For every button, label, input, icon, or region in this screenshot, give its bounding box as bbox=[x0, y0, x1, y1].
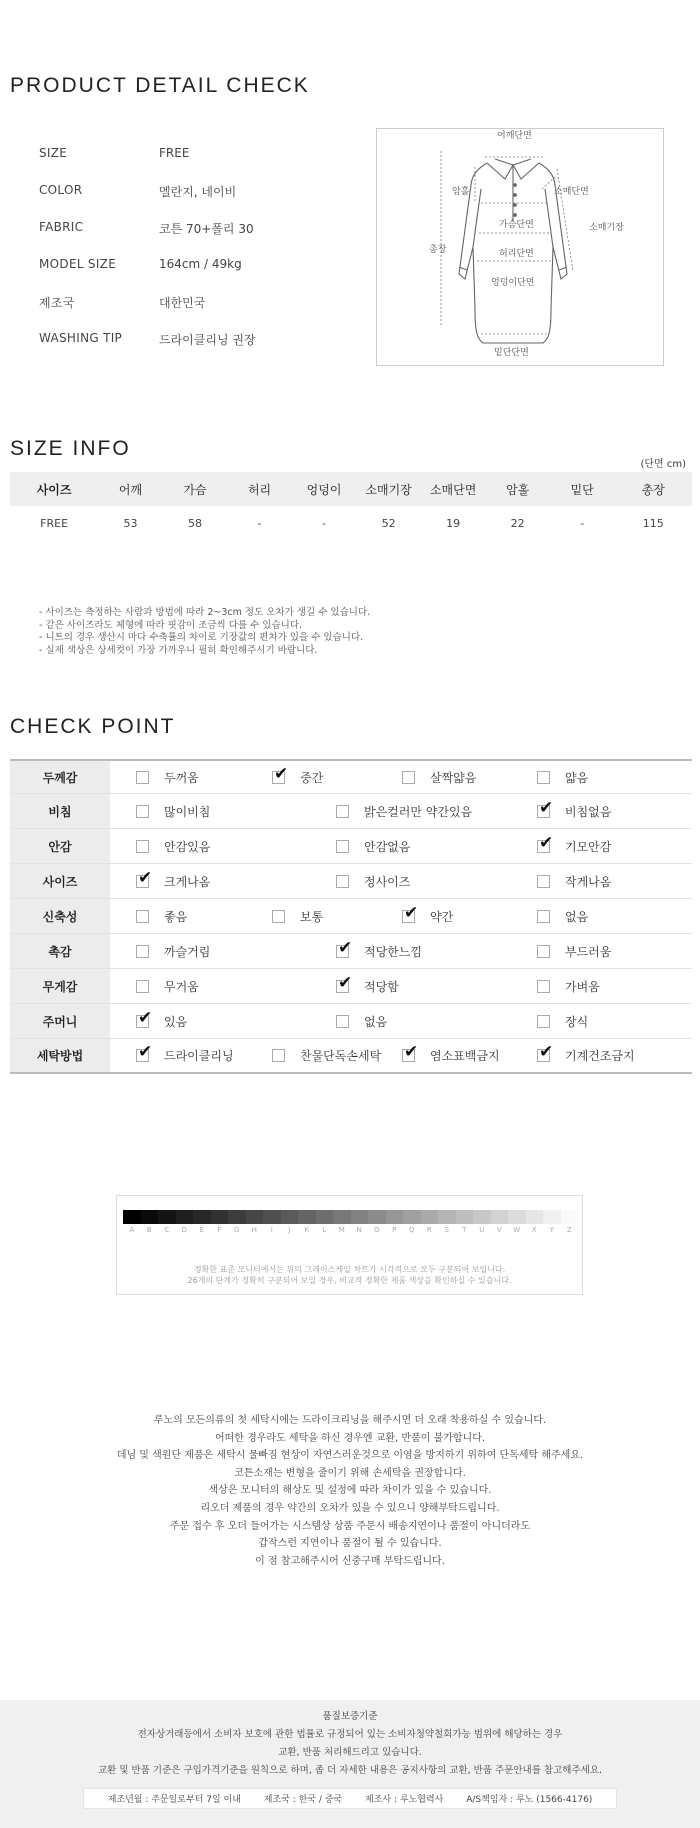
grayscale-swatch bbox=[473, 1210, 491, 1224]
check-row-label: 비침 bbox=[10, 794, 110, 828]
diagram-label-armhole: 암홀 bbox=[452, 187, 470, 197]
grayscale-letter: I bbox=[270, 1226, 273, 1234]
check-option-label: 무거움 bbox=[164, 979, 199, 994]
care-info-text bbox=[0, 1412, 700, 1570]
checkmark-icon: ✔ bbox=[338, 972, 353, 993]
footer-country: 제조국 : 한국 / 중국 bbox=[263, 1795, 343, 1805]
spec-row bbox=[39, 220, 369, 240]
checkmark-icon: ✔ bbox=[539, 797, 554, 818]
check-option[interactable] bbox=[136, 1004, 187, 1038]
grayscale-swatch bbox=[123, 1210, 141, 1224]
check-option-label: 많이비침 bbox=[164, 804, 211, 819]
size-note: - 니트의 경우 생산시 마다 수축률의 차이로 기장값의 편차가 있을 수 있습니다. bbox=[39, 632, 364, 644]
unchecked-box[interactable] bbox=[272, 910, 285, 923]
check-row-label: 세탁방법 bbox=[10, 1039, 110, 1072]
spec-value: FREE bbox=[159, 146, 190, 160]
check-option-label: 두꺼움 bbox=[164, 770, 199, 785]
grayscale-swatch bbox=[333, 1210, 351, 1224]
grayscale-chart bbox=[116, 1195, 583, 1295]
check-option[interactable] bbox=[272, 761, 323, 793]
checkmark-icon: ✔ bbox=[138, 867, 153, 888]
checkmark-icon: ✔ bbox=[274, 763, 289, 784]
grayscale-letter: B bbox=[146, 1226, 152, 1234]
diagram-label-chest: 가슴단면 bbox=[499, 220, 534, 230]
check-row bbox=[10, 794, 692, 829]
check-option-label: 찬물단독손세탁 bbox=[300, 1049, 382, 1063]
grayscale-swatch bbox=[298, 1210, 316, 1224]
check-option-label: 기모안감 bbox=[565, 839, 612, 854]
unchecked-box[interactable] bbox=[402, 771, 415, 784]
check-option[interactable] bbox=[537, 794, 611, 828]
size-cell: 52 bbox=[381, 516, 396, 530]
care-info-line: 데님 및 색원단 제품은 세탁시 물빠짐 현상이 자연스러운것으로 이염을 방지하기 위하여 단독세탁 해주세요. bbox=[116, 1450, 584, 1462]
footer-line: 전자상거래등에서 소비자 보호에 관한 법률로 규정되어 있는 소비자청약철회가능 범위에 해당하는 경우 bbox=[137, 1729, 563, 1740]
unchecked-box[interactable] bbox=[136, 980, 149, 993]
check-row-label: 신축성 bbox=[10, 899, 110, 933]
grayscale-swatch bbox=[193, 1210, 211, 1224]
size-cell: 58 bbox=[188, 516, 202, 530]
check-option[interactable] bbox=[537, 829, 611, 863]
check-row-label: 사이즈 bbox=[10, 864, 110, 898]
grayscale-letter: Q bbox=[408, 1226, 415, 1234]
size-diagram bbox=[376, 128, 664, 366]
grayscale-swatch bbox=[176, 1210, 194, 1224]
unchecked-box[interactable] bbox=[336, 840, 349, 853]
grayscale-letter: Z bbox=[566, 1226, 572, 1234]
check-option-label: 좋음 bbox=[164, 909, 188, 924]
checked-box[interactable] bbox=[336, 972, 353, 993]
spec-row bbox=[39, 146, 369, 166]
size-header-cell: 가슴 bbox=[163, 472, 228, 506]
check-option-label: 안감없음 bbox=[364, 839, 411, 854]
grayscale-letter: E bbox=[199, 1226, 204, 1234]
diagram-label-sleeve-length: 소매기장 bbox=[589, 223, 624, 233]
grayscale-swatch bbox=[228, 1210, 246, 1224]
grayscale-swatch bbox=[211, 1210, 229, 1224]
care-info-line: 색상은 모니터의 해상도 및 설정에 따라 차이가 있을 수 있습니다. bbox=[208, 1485, 492, 1497]
grayscale-letter: X bbox=[531, 1226, 537, 1234]
check-option-label: 장식 bbox=[565, 1014, 589, 1029]
check-row-label: 무게감 bbox=[10, 969, 110, 1003]
spec-label: 제조국 bbox=[39, 296, 75, 310]
check-option-label: 보통 bbox=[300, 909, 324, 924]
check-option[interactable] bbox=[272, 1039, 381, 1072]
checkmark-icon: ✔ bbox=[138, 1042, 153, 1062]
check-option-label: 가벼움 bbox=[565, 979, 600, 994]
check-option[interactable] bbox=[402, 899, 453, 933]
size-header-cell: 허리 bbox=[227, 472, 292, 506]
grayscale-letter: P bbox=[392, 1226, 397, 1234]
checked-box[interactable] bbox=[537, 832, 554, 853]
check-option-label: 비침없음 bbox=[565, 804, 612, 819]
diagram-label-length: 총장 bbox=[429, 245, 447, 255]
quality-guarantee-footer bbox=[0, 1700, 700, 1828]
size-cell: FREE bbox=[40, 516, 69, 530]
unchecked-box[interactable] bbox=[336, 1015, 349, 1028]
size-note: - 같은 사이즈라도 체형에 따라 핏감이 조금씩 다를 수 있습니다. bbox=[39, 619, 303, 631]
check-option[interactable] bbox=[336, 969, 399, 1003]
grayscale-swatch bbox=[403, 1210, 421, 1224]
unchecked-box[interactable] bbox=[136, 910, 149, 923]
check-option-label: 부드러움 bbox=[565, 944, 612, 959]
check-option-label: 살짝얇음 bbox=[430, 770, 477, 785]
check-option[interactable] bbox=[402, 1039, 500, 1072]
check-option[interactable] bbox=[136, 829, 210, 863]
spec-label: MODEL SIZE bbox=[39, 257, 117, 271]
spec-row bbox=[39, 183, 369, 203]
grayscale-swatch bbox=[351, 1210, 369, 1224]
unchecked-box[interactable] bbox=[537, 910, 550, 923]
check-option[interactable] bbox=[136, 899, 187, 933]
check-option-label: 없음 bbox=[565, 909, 589, 924]
diagram-label-shoulder: 어깨단면 bbox=[497, 131, 532, 141]
check-option[interactable] bbox=[336, 829, 410, 863]
size-header-cell: 어깨 bbox=[98, 472, 163, 506]
check-option[interactable] bbox=[272, 899, 323, 933]
size-header-cell: 엉덩이 bbox=[292, 472, 357, 506]
spec-row bbox=[39, 294, 369, 314]
check-row bbox=[10, 1004, 692, 1039]
grayscale-swatch bbox=[263, 1210, 281, 1224]
check-option-label: 적당한느낌 bbox=[364, 944, 422, 959]
spec-label: WASHING TIP bbox=[39, 331, 123, 345]
check-option[interactable] bbox=[136, 864, 210, 898]
check-option[interactable] bbox=[136, 934, 210, 968]
unchecked-box[interactable] bbox=[336, 875, 349, 888]
grayscale-swatch bbox=[158, 1210, 176, 1224]
checked-box[interactable] bbox=[336, 937, 353, 958]
size-cell: 19 bbox=[446, 516, 461, 530]
grayscale-letter: N bbox=[356, 1226, 362, 1234]
spec-row bbox=[39, 257, 369, 277]
spec-value: 드라이클리닝 권장 bbox=[159, 333, 256, 347]
checked-box[interactable] bbox=[136, 1042, 153, 1062]
size-row bbox=[10, 506, 692, 540]
check-row bbox=[10, 1039, 692, 1074]
checked-box[interactable] bbox=[136, 867, 153, 888]
diagram-label-hip: 엉덩이단면 bbox=[491, 278, 535, 288]
checkmark-icon: ✔ bbox=[138, 1007, 153, 1028]
grayscale-letter: T bbox=[462, 1226, 467, 1234]
check-option[interactable] bbox=[336, 864, 410, 898]
grayscale-note bbox=[117, 1264, 582, 1286]
check-option-label: 염소표백금지 bbox=[430, 1049, 500, 1063]
spec-value: 대한민국 bbox=[159, 296, 206, 310]
check-option-label: 기계건조금지 bbox=[565, 1049, 635, 1063]
check-option-label: 작게나옴 bbox=[565, 874, 612, 889]
diagram-label-waist: 허리단면 bbox=[499, 249, 534, 259]
size-cell: 53 bbox=[123, 516, 138, 530]
grayscale-letter: D bbox=[181, 1226, 187, 1234]
grayscale-letter: K bbox=[304, 1226, 310, 1234]
check-option-label: 드라이클리닝 bbox=[164, 1049, 234, 1063]
check-option[interactable] bbox=[537, 1004, 588, 1038]
size-cell: 22 bbox=[510, 516, 525, 530]
check-option-label: 정사이즈 bbox=[364, 874, 411, 889]
care-info-line: 코튼소재는 변형을 줄이기 위해 손세탁을 권장합니다. bbox=[234, 1467, 466, 1479]
check-row bbox=[10, 829, 692, 864]
unchecked-box[interactable] bbox=[136, 771, 149, 784]
size-note: - 사이즈는 측정하는 사람과 방법에 따라 2~3cm 정도 오차가 생길 수 있습니다. bbox=[39, 607, 371, 618]
spec-label: SIZE bbox=[39, 146, 68, 160]
size-table bbox=[10, 472, 692, 540]
check-option[interactable] bbox=[136, 1039, 234, 1072]
unchecked-box[interactable] bbox=[537, 771, 550, 784]
check-row-label: 안감 bbox=[10, 829, 110, 863]
unchecked-box[interactable] bbox=[537, 945, 550, 958]
spec-value: 멜란지, 네이비 bbox=[159, 185, 237, 199]
grayscale-note-line: 26개의 단계가 정확히 구분되어 보일 경우, 비교적 정확한 제품 색상을 확인하실 수 있습니다. bbox=[187, 1276, 512, 1285]
check-option[interactable] bbox=[136, 969, 199, 1003]
care-info-line: 리오더 제품의 경우 약간의 오차가 있을 수 있으니 양해부탁드립니다. bbox=[200, 1502, 500, 1514]
grayscale-swatch bbox=[386, 1210, 404, 1224]
check-row bbox=[10, 864, 692, 899]
spec-value: 코튼 70+폴리 30 bbox=[159, 222, 254, 236]
unchecked-box[interactable] bbox=[136, 805, 149, 818]
grayscale-letter: M bbox=[338, 1226, 345, 1234]
checked-box[interactable] bbox=[272, 763, 289, 784]
footer-manufacturer: 제조사 : 루노협력사 bbox=[365, 1795, 444, 1805]
size-header-cell: 총장 bbox=[614, 472, 692, 506]
grayscale-swatch bbox=[561, 1210, 579, 1224]
check-option[interactable] bbox=[537, 899, 588, 933]
grayscale-swatch bbox=[316, 1210, 334, 1224]
care-info-line: 이 점 참고해주시어 신중구매 부탁드립니다. bbox=[255, 1555, 445, 1567]
check-row-label: 주머니 bbox=[10, 1004, 110, 1038]
unchecked-box[interactable] bbox=[336, 805, 349, 818]
grayscale-swatch bbox=[421, 1210, 439, 1224]
check-option[interactable] bbox=[537, 1039, 635, 1072]
grayscale-letters bbox=[123, 1226, 578, 1234]
check-option-label: 크게나옴 bbox=[164, 874, 211, 889]
grayscale-letter: O bbox=[373, 1226, 380, 1234]
grayscale-swatch bbox=[543, 1210, 561, 1224]
grayscale-swatch bbox=[281, 1210, 299, 1224]
footer-title: 품질보증기준 bbox=[322, 1711, 378, 1722]
grayscale-swatch bbox=[141, 1210, 159, 1224]
check-row-label: 촉감 bbox=[10, 934, 110, 968]
unchecked-box[interactable] bbox=[537, 1015, 550, 1028]
size-note: - 실제 색상은 상세컷이 가장 가까우니 필히 확인해주시기 바랍니다. bbox=[39, 644, 318, 656]
grayscale-letter: H bbox=[251, 1226, 257, 1234]
check-point-title: CHECK POINT bbox=[10, 715, 176, 738]
check-option[interactable] bbox=[537, 864, 611, 898]
check-point-table bbox=[10, 759, 692, 1074]
grayscale-letter: S bbox=[444, 1226, 449, 1234]
checkmark-icon: ✔ bbox=[404, 1042, 419, 1062]
size-header-cell: 밑단 bbox=[550, 472, 615, 506]
check-option-label: 중간 bbox=[300, 770, 324, 785]
unchecked-box[interactable] bbox=[136, 945, 149, 958]
check-row bbox=[10, 934, 692, 969]
diagram-label-sleeve-width: 소매단면 bbox=[554, 187, 589, 197]
check-option-label: 약간 bbox=[430, 909, 454, 924]
check-row bbox=[10, 759, 692, 794]
checked-box[interactable] bbox=[136, 1007, 153, 1028]
size-header-cell: 소매기장 bbox=[356, 472, 421, 506]
grayscale-letter: J bbox=[288, 1226, 291, 1234]
care-info-line: 주문 접수 후 오더 들어가는 시스템상 상품 주문시 배송지연이나 품절이 아니더라도 bbox=[169, 1520, 531, 1532]
size-header-cell: 암홀 bbox=[485, 472, 550, 506]
check-option[interactable] bbox=[537, 934, 611, 968]
size-cell: - bbox=[580, 516, 585, 530]
spec-row bbox=[39, 331, 369, 351]
check-option-label: 안감있음 bbox=[164, 839, 211, 854]
checked-box[interactable] bbox=[402, 1042, 419, 1062]
check-option-label: 얇음 bbox=[565, 770, 589, 785]
checked-box[interactable] bbox=[537, 1042, 554, 1062]
checkmark-icon: ✔ bbox=[539, 1042, 554, 1062]
care-info-line: 루노의 모든의류의 첫 세탁시에는 드라이크리닝을 해주시면 더 오래 착용하실 수 있습니다. bbox=[153, 1415, 547, 1426]
grayscale-letter: A bbox=[129, 1226, 135, 1234]
grayscale-letter: L bbox=[322, 1226, 327, 1234]
check-option[interactable] bbox=[336, 934, 422, 968]
grayscale-swatch bbox=[456, 1210, 474, 1224]
check-option[interactable] bbox=[537, 969, 600, 1003]
grayscale-swatch bbox=[438, 1210, 456, 1224]
check-option-label: 까슬거림 bbox=[164, 944, 211, 959]
unchecked-box[interactable] bbox=[537, 875, 550, 888]
size-unit-label: (단면 cm) bbox=[640, 459, 686, 470]
check-option[interactable] bbox=[336, 794, 472, 828]
check-option[interactable] bbox=[336, 1004, 387, 1038]
check-option[interactable] bbox=[537, 761, 588, 793]
check-option-label: 없음 bbox=[364, 1014, 388, 1029]
grayscale-swatch bbox=[368, 1210, 386, 1224]
unchecked-box[interactable] bbox=[537, 980, 550, 993]
product-detail-title: PRODUCT DETAIL CHECK bbox=[10, 74, 310, 97]
checkmark-icon: ✔ bbox=[539, 832, 554, 853]
unchecked-box[interactable] bbox=[272, 1049, 285, 1062]
footer-line: 교환, 반품 처리해드리고 있습니다. bbox=[278, 1747, 422, 1758]
footer-as-contact: A/S책임자 : 루노 (1566-4176) bbox=[466, 1795, 593, 1805]
size-header-cell: 사이즈 bbox=[10, 472, 98, 506]
grayscale-letter: V bbox=[496, 1226, 502, 1234]
size-notes bbox=[39, 607, 370, 657]
check-row bbox=[10, 899, 692, 934]
grayscale-letter: R bbox=[426, 1226, 432, 1234]
spec-label: COLOR bbox=[39, 183, 83, 197]
checked-box[interactable] bbox=[537, 797, 554, 818]
size-header-cell: 소매단면 bbox=[421, 472, 486, 506]
spec-label: FABRIC bbox=[39, 220, 84, 234]
footer-line: 교환 및 반품 기준은 구입가격기준을 원칙으로 하며, 좀 더 자세한 내용은 공지사항의 교환, 반품 주문안내를 참고해주세요. bbox=[97, 1765, 603, 1776]
check-row-label: 두께감 bbox=[10, 761, 110, 793]
grayscale-strip bbox=[123, 1210, 578, 1224]
care-info-line: 갑작스런 지연이나 품절이 될 수 있습니다. bbox=[258, 1538, 442, 1550]
size-info-title: SIZE INFO bbox=[10, 437, 131, 460]
check-option[interactable] bbox=[402, 761, 476, 793]
care-info-line: 어떠한 경우라도 세탁을 하신 경우엔 교환, 반품이 불가합니다. bbox=[214, 1432, 486, 1444]
check-option[interactable] bbox=[136, 761, 199, 793]
size-cell: - bbox=[257, 516, 262, 530]
size-cell: - bbox=[322, 516, 327, 530]
grayscale-letter: U bbox=[479, 1226, 485, 1234]
grayscale-letter: Y bbox=[549, 1226, 554, 1234]
check-option-label: 밝은컬러만 약간있음 bbox=[364, 804, 473, 819]
check-option-label: 적당함 bbox=[364, 979, 399, 994]
check-option[interactable] bbox=[136, 794, 210, 828]
footer-manufacture-date: 제조년월 : 주문일로부터 7일 이내 bbox=[107, 1795, 241, 1805]
diagram-label-hem: 밑단단면 bbox=[494, 348, 529, 358]
grayscale-letter: C bbox=[164, 1226, 170, 1234]
grayscale-swatch bbox=[491, 1210, 509, 1224]
checked-box[interactable] bbox=[402, 902, 419, 923]
grayscale-swatch bbox=[508, 1210, 526, 1224]
grayscale-letter: F bbox=[217, 1226, 222, 1234]
grayscale-swatch bbox=[246, 1210, 264, 1224]
checkmark-icon: ✔ bbox=[338, 937, 353, 958]
checkmark-icon: ✔ bbox=[404, 902, 419, 923]
footer-info-bar bbox=[83, 1788, 618, 1809]
grayscale-letter: G bbox=[234, 1226, 240, 1234]
spec-value: 164cm / 49kg bbox=[159, 257, 242, 271]
size-cell: 115 bbox=[642, 516, 664, 530]
grayscale-letter: W bbox=[513, 1226, 521, 1234]
grayscale-swatch bbox=[526, 1210, 544, 1224]
check-row bbox=[10, 969, 692, 1004]
unchecked-box[interactable] bbox=[136, 840, 149, 853]
grayscale-note-line: 정확한 표준 모니터에서는 위의 그레이스케일 차트가 시각적으로 모두 구분되어 보입니다. bbox=[193, 1265, 506, 1274]
check-option-label: 있음 bbox=[164, 1014, 188, 1029]
